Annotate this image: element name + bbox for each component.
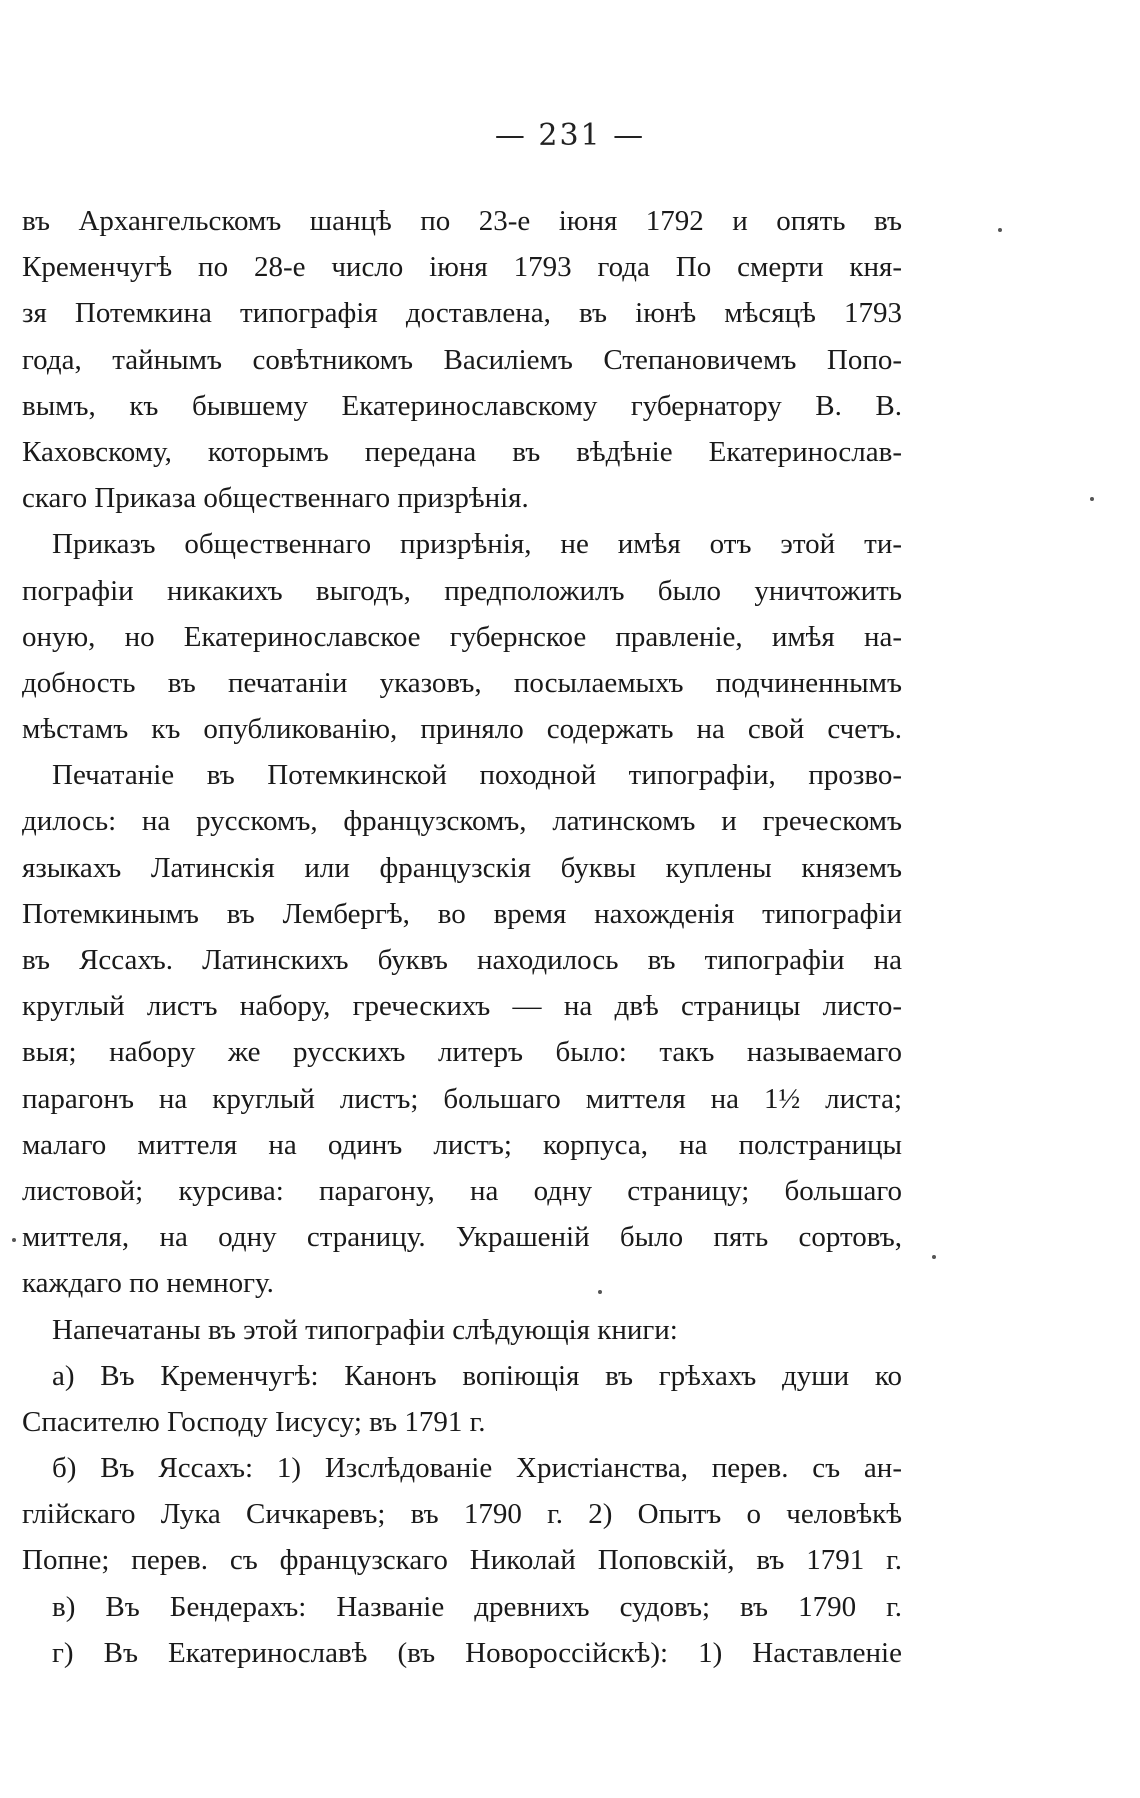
text-line: пографіи никакихъ выгодъ, предположилъ было уничтожить	[22, 574, 902, 607]
text-line: въ Архангельскомъ шанцѣ по 23-е іюня 1792 и опять въ	[22, 205, 902, 237]
text-line: Спасителю Господу Іисусу; въ 1791 г.	[22, 1405, 486, 1438]
text-line: Приказъ общественнаго призрѣнія, не имѣя отъ этой ти-	[52, 528, 902, 561]
scan-speck	[998, 228, 1002, 232]
text-line: года, тайнымъ совѣтникомъ Василіемъ Степановичемъ Попо-	[22, 343, 902, 376]
text-line: круглый листъ набору, греческихъ — на двѣ страницы листо-	[22, 990, 902, 1023]
scan-speck	[1090, 497, 1094, 501]
text-line: г) Въ Екатеринославѣ (въ Новороссійскѣ): 1) Наставленіе	[52, 1636, 902, 1669]
text-line: а) Въ Кременчугѣ: Канонъ вопіющія въ грѣхахъ души ко	[52, 1359, 902, 1392]
text-line: добность въ печатаніи указовъ, посылаемыхъ подчиненнымъ	[22, 666, 902, 699]
scan-speck	[598, 1290, 602, 1294]
text-line: Потемкинымъ въ Лембергѣ, во время нахожденія типографіи	[22, 897, 902, 930]
text-line: мѣстамъ къ опубликованію, приняло содержать на свой счетъ.	[22, 713, 902, 746]
text-line: въ Яссахъ. Латинскихъ буквъ находилось въ типографіи на	[22, 944, 902, 976]
text-line: выя; набору же русскихъ литеръ было: такъ называемаго	[22, 1036, 902, 1069]
scan-speck	[932, 1255, 936, 1259]
text-line: Кременчугѣ по 28-е число іюня 1793 года По смерти кня-	[22, 251, 902, 284]
text-line: парагонъ на круглый листъ; большаго миттеля на 1½ листа;	[22, 1082, 902, 1115]
scan-speck	[12, 1238, 16, 1242]
text-line: скаго Приказа общественнаго призрѣнія.	[22, 482, 529, 515]
text-line: Печатаніе въ Потемкинской походной типографіи, прозво-	[52, 759, 902, 792]
body-text	[22, 198, 902, 1676]
text-line: оную, но Екатеринославское губернское правленіе, имѣя на-	[22, 620, 902, 653]
text-line: Каховскому, которымъ передана въ вѣдѣніе Екатеринослав-	[22, 435, 902, 468]
text-line: малаго миттеля на одинъ листъ; корпуса, на полстраницы	[22, 1128, 902, 1161]
text-line: в) Въ Бендерахъ: Названіе древнихъ судовъ; въ 1790 г.	[52, 1590, 902, 1623]
text-line: Напечатаны въ этой типографіи слѣдующія книги:	[52, 1313, 678, 1346]
text-line: каждаго по немногу.	[22, 1267, 274, 1300]
text-line: Попне; перев. съ французскаго Николай Поповскій, въ 1791 г.	[22, 1544, 902, 1577]
text-line: дилось: на русскомъ, французскомъ, латинскомъ и греческомъ	[22, 805, 902, 838]
text-line: вымъ, къ бывшему Екатеринославскому губернатору В. В.	[22, 389, 902, 422]
text-line: языкахъ Латинскія или французскія буквы куплены княземъ	[22, 851, 902, 884]
text-line: листовой; курсива: парагону, на одну страницу; большаго	[22, 1174, 902, 1207]
page-number: — 231 —	[494, 118, 646, 153]
text-line: б) Въ Яссахъ: 1) Изслѣдованіе Христіанства, перев. съ ан-	[52, 1452, 902, 1485]
text-line: миттеля, на одну страницу. Украшеній было пять сортовъ,	[22, 1221, 902, 1254]
text-line: глійскаго Лука Сичкаревъ; въ 1790 г. 2) Опытъ о человѣкѣ	[22, 1498, 902, 1531]
text-line: зя Потемкина типографія доставлена, въ іюнѣ мѣсяцѣ 1793	[22, 297, 902, 330]
